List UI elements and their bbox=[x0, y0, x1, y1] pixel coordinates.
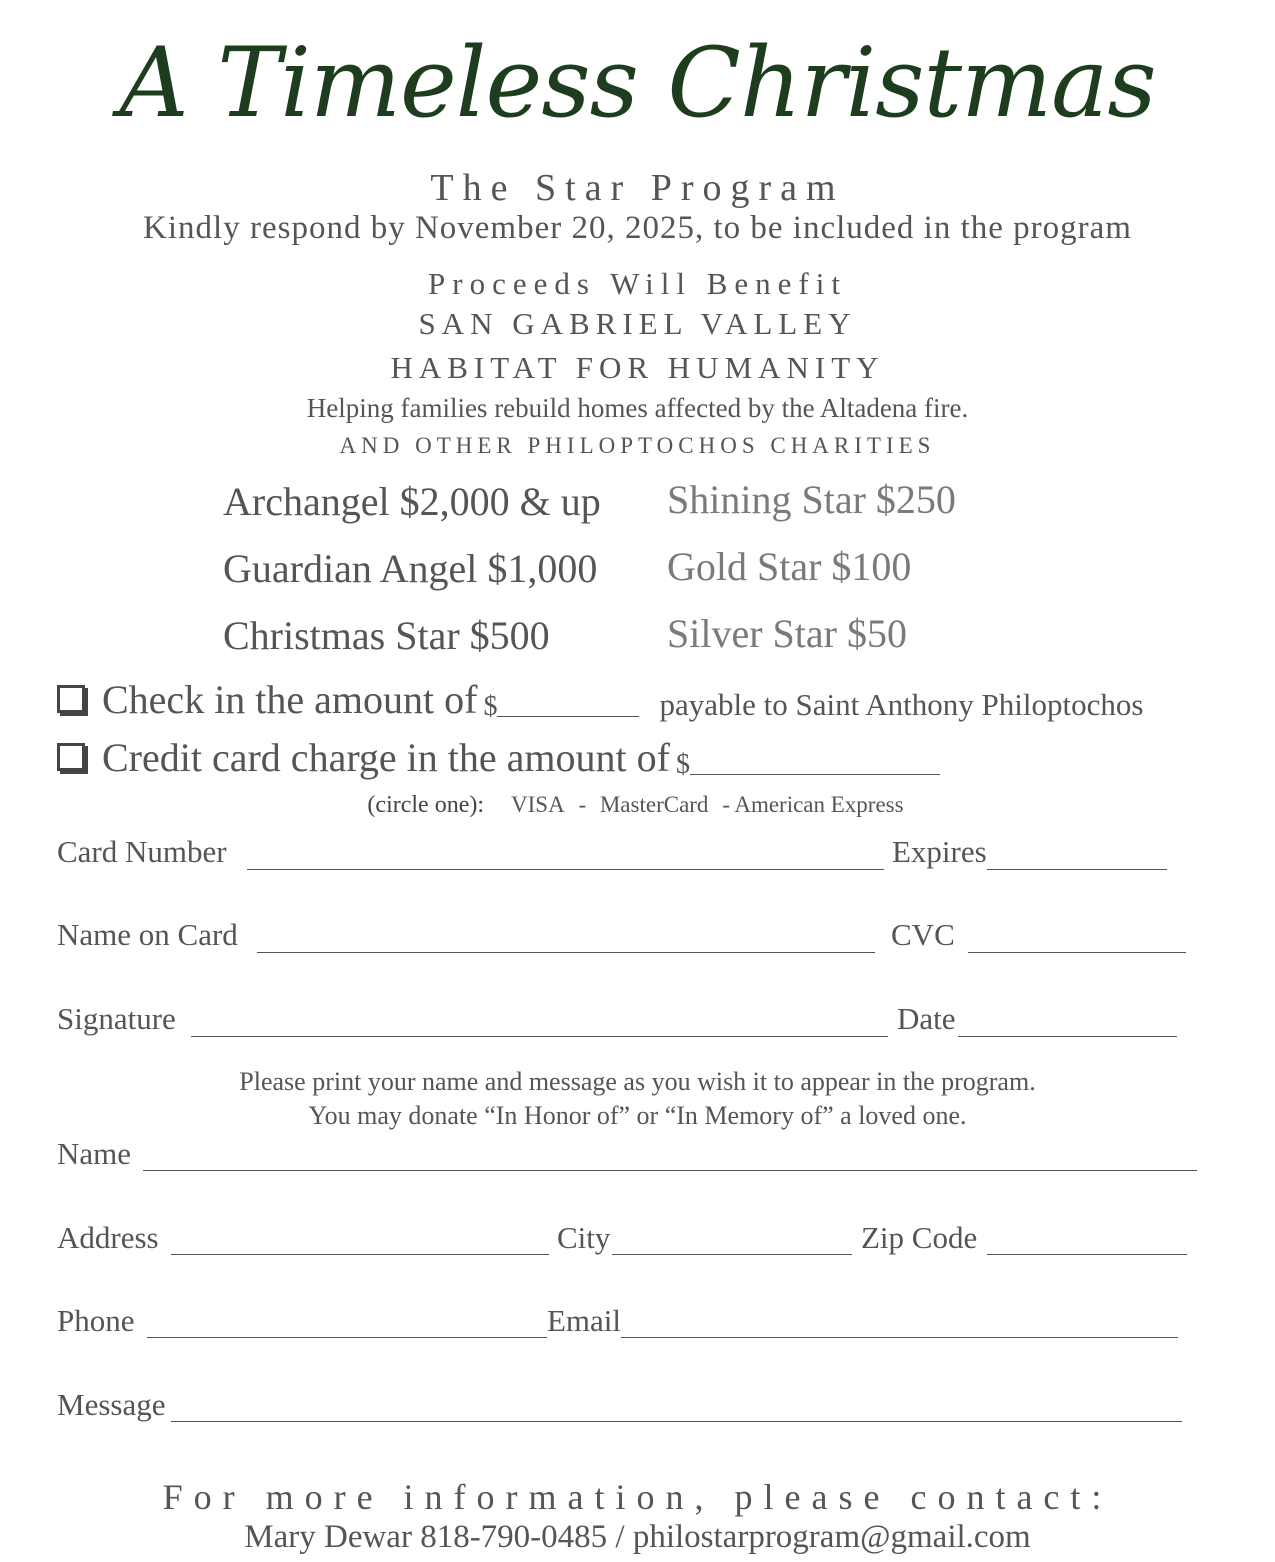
card-number-field[interactable] bbox=[247, 869, 884, 870]
payable-to: payable to Saint Anthony Philoptochos bbox=[659, 687, 1144, 722]
zip-code-label: Zip Code bbox=[861, 1220, 978, 1255]
email-label: Email bbox=[547, 1303, 622, 1338]
signature-label: Signature bbox=[57, 1001, 176, 1036]
contact-heading: For more information, please contact: bbox=[162, 1477, 1113, 1517]
address-label: Address bbox=[57, 1220, 159, 1255]
check-option-row bbox=[57, 676, 1143, 723]
name-label: Name bbox=[57, 1136, 132, 1171]
proceeds-heading: Proceeds Will Benefit bbox=[428, 266, 847, 301]
program-note-line-2: You may donate “In Honor of” or “In Memory of” a loved one. bbox=[308, 1101, 967, 1130]
expires-field[interactable] bbox=[987, 869, 1167, 870]
page-title: A Timeless Christmas bbox=[119, 27, 1156, 139]
donation-levels-right bbox=[667, 474, 956, 675]
check-amount-field[interactable] bbox=[497, 715, 639, 717]
credit-label: Credit card charge in the amount of bbox=[102, 735, 670, 780]
other-charities: AND OTHER PHILOPTOCHOS CHARITIES bbox=[339, 433, 936, 458]
level-guardian-angel: Guardian Angel $1,000 bbox=[223, 546, 598, 591]
credit-amount-field[interactable] bbox=[690, 773, 940, 775]
cvc-field[interactable] bbox=[968, 952, 1186, 953]
message-field[interactable] bbox=[171, 1421, 1182, 1422]
respond-deadline: Kindly respond by November 20, 2025, to be included in the program bbox=[143, 210, 1132, 246]
message-label: Message bbox=[57, 1387, 166, 1422]
expires-label: Expires bbox=[892, 834, 987, 869]
address-field[interactable] bbox=[171, 1254, 549, 1255]
level-shining-star: Shining Star $250 bbox=[667, 477, 956, 522]
date-field[interactable] bbox=[958, 1036, 1177, 1037]
zip-code-field[interactable] bbox=[987, 1254, 1187, 1255]
beneficiary-line-1: SAN GABRIEL VALLEY bbox=[418, 306, 857, 341]
card-type-selection bbox=[0, 788, 1275, 822]
city-field[interactable] bbox=[612, 1254, 852, 1255]
credit-checkbox[interactable] bbox=[57, 743, 85, 771]
program-note-line-1: Please print your name and message as you wish it to appear in the program. bbox=[239, 1067, 1036, 1096]
name-on-card-field[interactable] bbox=[257, 952, 875, 953]
signature-field[interactable] bbox=[191, 1036, 888, 1037]
card-type-visa[interactable]: VISA bbox=[511, 792, 565, 817]
credit-dollar-sign: $ bbox=[675, 749, 690, 780]
card-type-separator: - bbox=[578, 792, 587, 817]
level-gold-star: Gold Star $100 bbox=[667, 544, 912, 589]
card-number-label: Card Number bbox=[57, 834, 227, 869]
name-field[interactable] bbox=[143, 1170, 1197, 1171]
date-label: Date bbox=[897, 1001, 956, 1036]
beneficiary-line-2: HABITAT FOR HUMANITY bbox=[390, 350, 885, 385]
name-on-card-label: Name on Card bbox=[57, 917, 238, 952]
cvc-label: CVC bbox=[891, 917, 955, 952]
check-label: Check in the amount of bbox=[102, 677, 478, 722]
donation-levels-left bbox=[223, 476, 601, 677]
program-subtitle: The Star Program bbox=[430, 167, 845, 209]
card-type-amex[interactable]: - American Express bbox=[722, 792, 904, 817]
contact-info: Mary Dewar 818-790-0485 / philostarprogram@gmail.com bbox=[244, 1519, 1031, 1555]
circle-one-label: (circle one): bbox=[367, 792, 485, 818]
card-type-mastercard[interactable]: MasterCard bbox=[599, 792, 709, 817]
email-field[interactable] bbox=[621, 1337, 1178, 1338]
level-archangel: Archangel $2,000 & up bbox=[223, 479, 601, 524]
credit-option-row bbox=[57, 734, 940, 781]
level-christmas-star: Christmas Star $500 bbox=[223, 613, 550, 658]
check-dollar-sign: $ bbox=[483, 691, 498, 722]
level-silver-star: Silver Star $50 bbox=[667, 611, 907, 656]
check-checkbox[interactable] bbox=[57, 685, 85, 713]
city-label: City bbox=[557, 1220, 611, 1255]
phone-label: Phone bbox=[57, 1303, 135, 1338]
phone-field[interactable] bbox=[147, 1337, 547, 1338]
beneficiary-description: Helping families rebuild homes affected by the Altadena fire. bbox=[306, 393, 969, 423]
